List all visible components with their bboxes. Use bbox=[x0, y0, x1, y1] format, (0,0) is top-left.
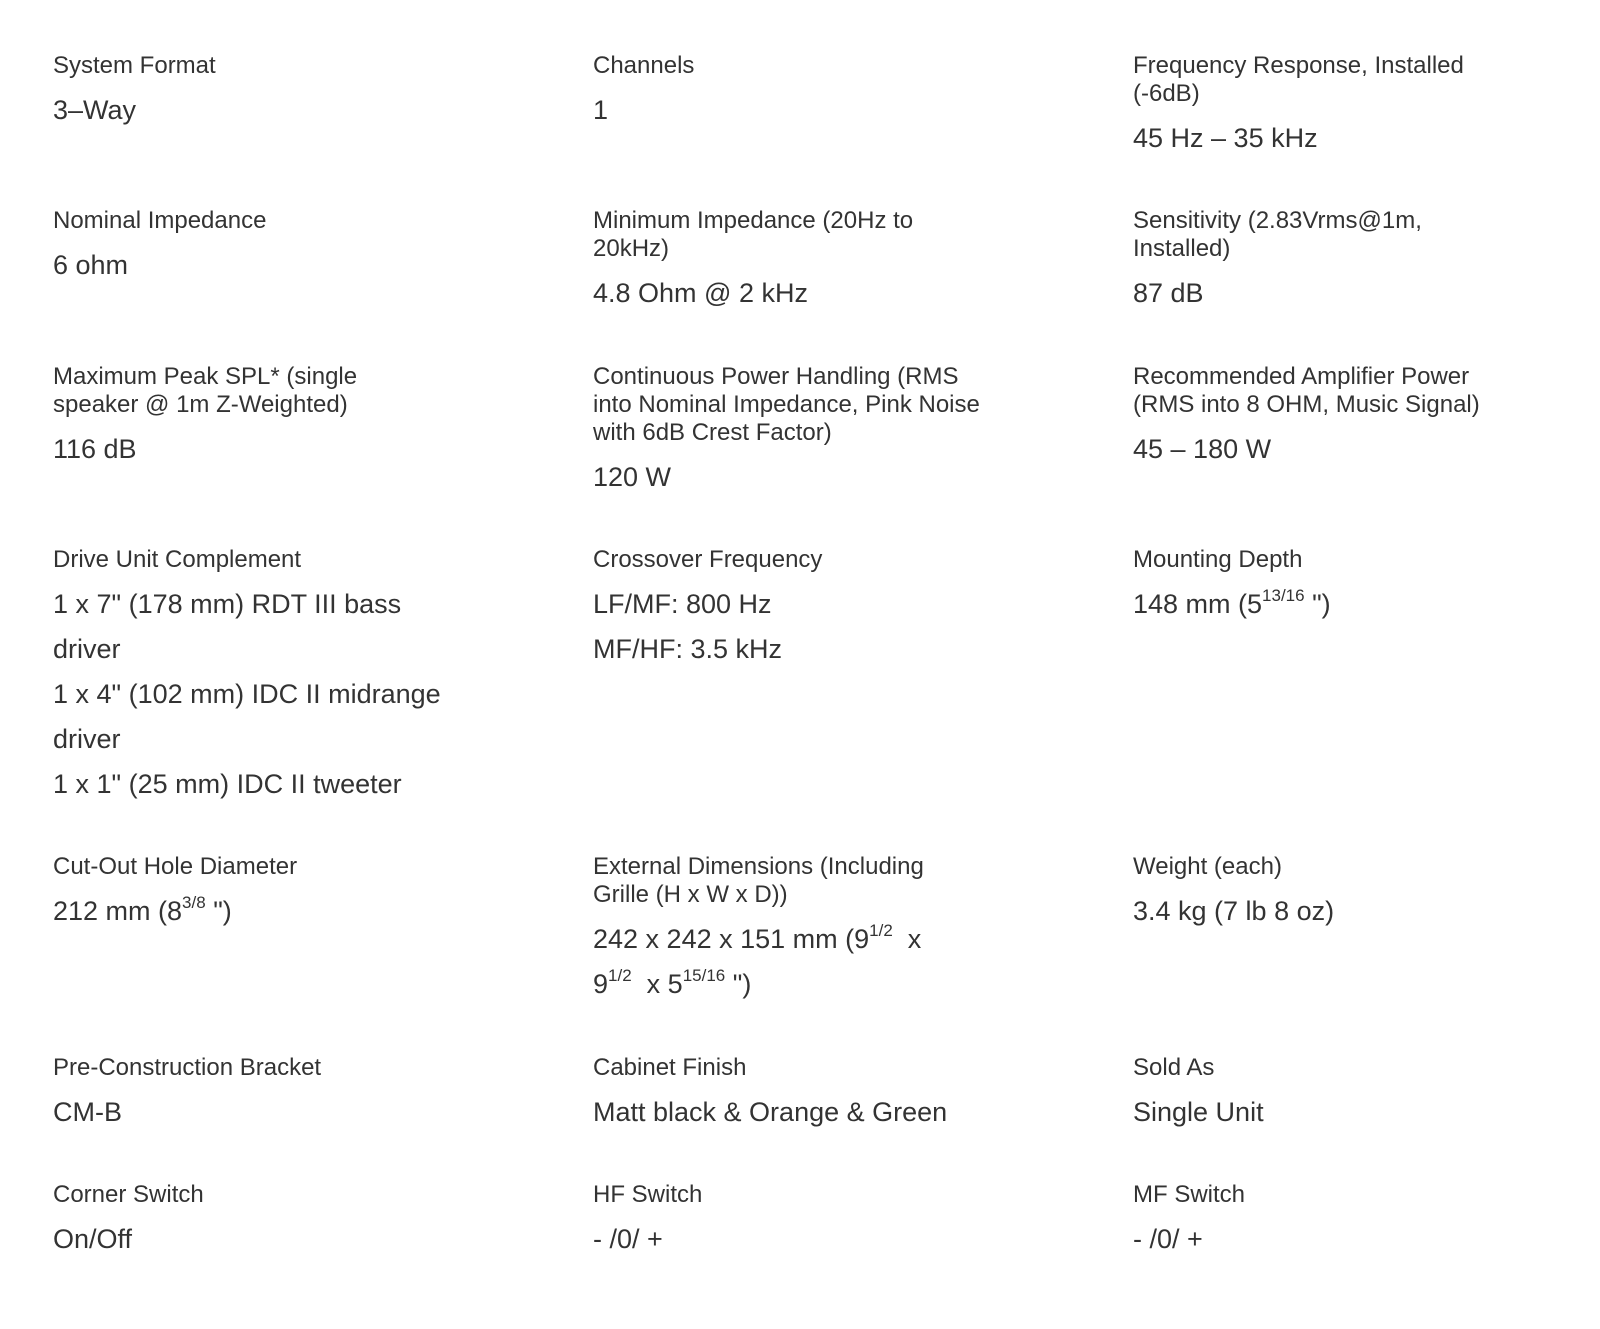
spec-weight bbox=[1133, 853, 1553, 934]
spec-sold-as bbox=[1133, 1054, 1553, 1135]
spec-label: Channels bbox=[593, 52, 695, 79]
spec-value: 4.8 Ohm @ 2 kHz bbox=[593, 278, 808, 308]
value-text: ") bbox=[205, 896, 232, 926]
spec-value bbox=[53, 889, 473, 934]
value-text: x 9 bbox=[593, 924, 929, 999]
spec-label: Maximum Peak SPL* (single speaker @ 1m Z-Weighted) bbox=[53, 363, 358, 418]
spec-label: HF Switch bbox=[593, 1181, 703, 1208]
fraction-superscript: 1/2 bbox=[608, 966, 632, 985]
spec-value bbox=[593, 582, 1013, 672]
value-text: 242 x 242 x 151 mm (9 bbox=[593, 924, 870, 954]
spec-value: 3–Way bbox=[53, 95, 137, 125]
spec-system-format bbox=[53, 52, 473, 133]
spec-value: 87 dB bbox=[1133, 278, 1204, 308]
value-text: 212 mm (8 bbox=[53, 896, 183, 926]
spec-value: 45 Hz – 35 kHz bbox=[1133, 123, 1318, 153]
spec-value: Single Unit bbox=[1133, 1097, 1264, 1127]
spec-cabinet-finish bbox=[593, 1054, 1013, 1135]
value-text: ") bbox=[1304, 589, 1331, 619]
spec-value-line: LF/MF: 800 Hz bbox=[593, 589, 772, 619]
spec-value: 116 dB bbox=[53, 434, 137, 464]
spec-value: 1 bbox=[593, 95, 609, 125]
spec-frequency-response bbox=[1133, 52, 1513, 161]
spec-label: Corner Switch bbox=[53, 1181, 204, 1208]
spec-label: Drive Unit Complement bbox=[53, 546, 302, 573]
spec-value bbox=[53, 582, 473, 807]
spec-value: 6 ohm bbox=[53, 250, 129, 280]
spec-mf-switch bbox=[1133, 1181, 1553, 1262]
spec-value: On/Off bbox=[53, 1224, 133, 1254]
spec-recommended-amplifier-power bbox=[1133, 363, 1523, 472]
spec-value-line: MF/HF: 3.5 kHz bbox=[593, 634, 783, 664]
fraction-superscript: 15/16 bbox=[682, 966, 726, 985]
spec-corner-switch bbox=[53, 1181, 473, 1262]
fraction-superscript: 1/2 bbox=[869, 921, 893, 940]
spec-hf-switch bbox=[593, 1181, 1013, 1262]
spec-pre-construction-bracket bbox=[53, 1054, 473, 1135]
fraction-superscript: 13/16 bbox=[1262, 586, 1305, 605]
spec-label: Mounting Depth bbox=[1133, 546, 1303, 573]
spec-label: Cabinet Finish bbox=[593, 1054, 747, 1081]
spec-value: 120 W bbox=[593, 462, 672, 492]
spec-value-line: 1 x 1" (25 mm) IDC II tweeter bbox=[53, 769, 402, 799]
spec-value: - /0/ + bbox=[1133, 1224, 1203, 1254]
spec-value bbox=[1133, 582, 1553, 627]
spec-max-peak-spl bbox=[53, 363, 413, 472]
spec-value bbox=[593, 917, 963, 1007]
spec-label: Sensitivity (2.83Vrms@1m, Installed) bbox=[1133, 207, 1422, 262]
spec-value-line: 1 x 4" (102 mm) IDC II midrange driver bbox=[53, 679, 441, 754]
value-text: ") bbox=[725, 969, 752, 999]
spec-crossover-frequency bbox=[593, 546, 1013, 672]
fraction-superscript: 3/8 bbox=[182, 893, 206, 912]
spec-value: 45 – 180 W bbox=[1133, 434, 1272, 464]
spec-label: Pre-Construction Bracket bbox=[53, 1054, 322, 1081]
spec-label: Recommended Amplifier Power (RMS into 8 OHM, Music Signal) bbox=[1133, 363, 1480, 418]
spec-value-line: 1 x 7" (178 mm) RDT III bass driver bbox=[53, 589, 402, 664]
spec-continuous-power bbox=[593, 363, 1003, 500]
spec-channels bbox=[593, 52, 1013, 133]
spec-label: System Format bbox=[53, 52, 216, 79]
spec-value: 3.4 kg (7 lb 8 oz) bbox=[1133, 896, 1335, 926]
spec-label: Nominal Impedance bbox=[53, 207, 267, 234]
value-text: x 5 bbox=[631, 969, 683, 999]
spec-mounting-depth bbox=[1133, 546, 1553, 627]
spec-label: Frequency Response, Installed (-6dB) bbox=[1133, 52, 1464, 107]
spec-label: Crossover Frequency bbox=[593, 546, 823, 573]
spec-value: Matt black & Orange & Green bbox=[593, 1097, 948, 1127]
spec-label: Sold As bbox=[1133, 1054, 1215, 1081]
spec-value: - /0/ + bbox=[593, 1224, 663, 1254]
spec-label: Weight (each) bbox=[1133, 853, 1282, 880]
spec-label: Continuous Power Handling (RMS into Nominal Impedance, Pink Noise with 6dB Crest Factor) bbox=[593, 363, 980, 446]
spec-sensitivity bbox=[1133, 207, 1473, 316]
spec-label: MF Switch bbox=[1133, 1181, 1246, 1208]
value-text: 148 mm (5 bbox=[1133, 589, 1263, 619]
spec-minimum-impedance bbox=[593, 207, 963, 316]
spec-label: Minimum Impedance (20Hz to 20kHz) bbox=[593, 207, 914, 262]
spec-drive-unit-complement bbox=[53, 546, 473, 807]
spec-nominal-impedance bbox=[53, 207, 473, 288]
spec-label: External Dimensions (Including Grille (H x W x D)) bbox=[593, 853, 924, 908]
spec-external-dimensions bbox=[593, 853, 963, 1007]
spec-label: Cut-Out Hole Diameter bbox=[53, 853, 298, 880]
spec-value: CM-B bbox=[53, 1097, 122, 1127]
spec-cut-out-hole-diameter bbox=[53, 853, 473, 934]
